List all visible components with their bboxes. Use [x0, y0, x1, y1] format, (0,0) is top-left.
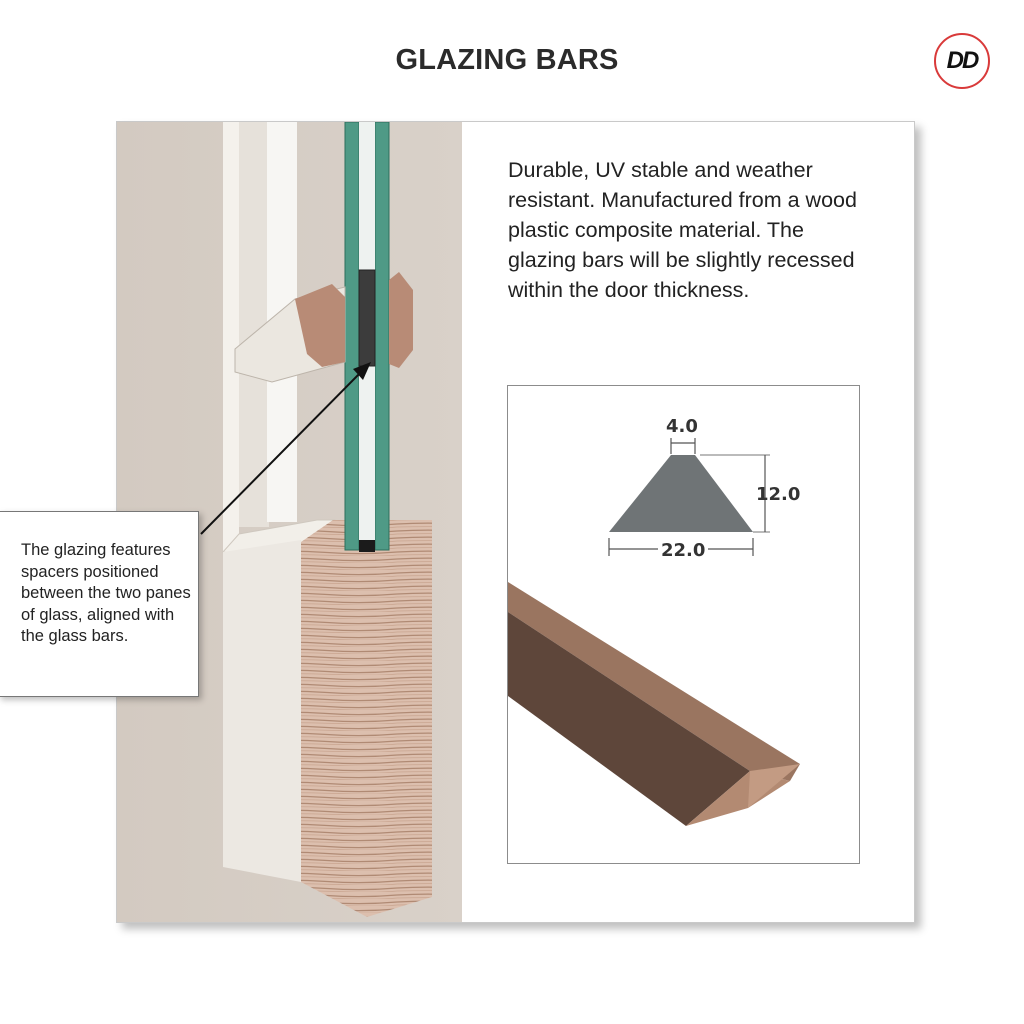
- profile-detail-box: [507, 385, 860, 864]
- profile-diagram: [508, 386, 860, 864]
- callout-box: [0, 511, 199, 697]
- product-panel: [116, 121, 915, 923]
- timber-section: [301, 520, 432, 917]
- description-text: Durable, UV stable and weather resistant. Manufactured from a wood plastic composite material. The glazing bars will be slightly recessed within the door thickness.: [508, 158, 857, 302]
- spacer-bar: [359, 270, 375, 366]
- door-frame: [223, 122, 239, 552]
- spacer-bottom: [359, 540, 375, 552]
- height-label: 12.0: [756, 484, 801, 505]
- callout-text: The glazing features spacers positioned between the two panes of glass, aligned with the glass bars.: [21, 541, 191, 646]
- brand-logo: [934, 33, 990, 89]
- door-face: [223, 540, 301, 882]
- glass-pane-left: [345, 122, 359, 550]
- glazing-bar-right: [389, 272, 413, 368]
- top-width-label: 4.0: [666, 416, 698, 437]
- bottom-width-label: 22.0: [658, 540, 708, 561]
- logo-text: DD: [946, 47, 978, 74]
- bar-profile-shape: [609, 455, 753, 532]
- glass-pane-right: [375, 122, 389, 550]
- page-title: GLAZING BARS: [395, 44, 619, 76]
